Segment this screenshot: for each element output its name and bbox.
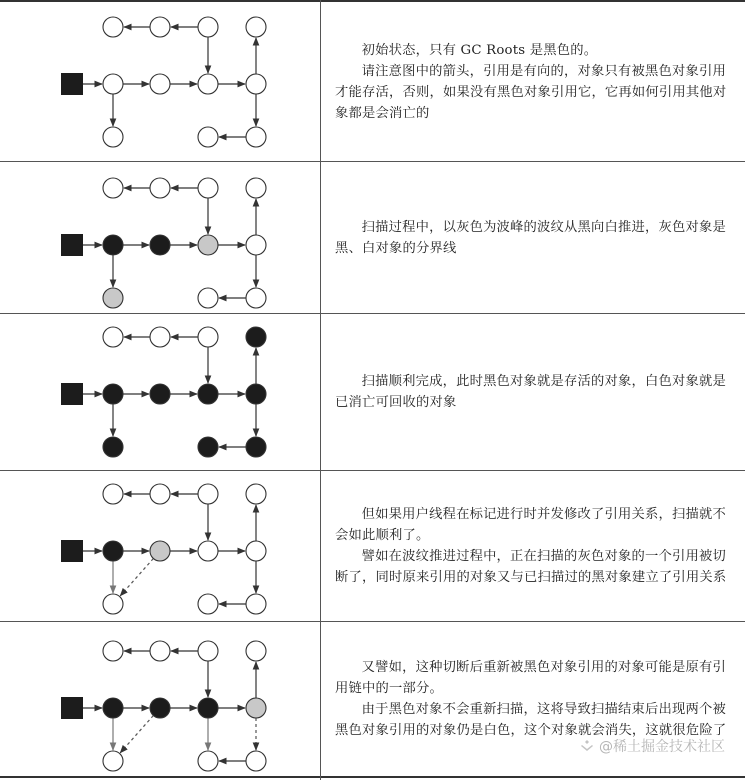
object-node-black [150,698,170,718]
object-node-white [198,484,218,504]
description-cell-4 [321,471,745,621]
object-node-white [103,17,123,37]
object-node-white [150,484,170,504]
object-node-gray [246,698,266,718]
gc-root-node [61,383,83,405]
description-cell-2 [321,162,745,313]
watermark [579,736,725,756]
description-paragraph: 初始状态，只有 GC Roots 是黑色的。 [361,42,598,58]
object-node-black [103,437,123,457]
object-node-white [150,327,170,347]
object-graph-scanning [0,162,320,313]
object-node-white [246,288,266,308]
object-node-white [198,74,218,94]
description-paragraph: 扫描过程中，以灰色为波峰的波纹从黑向白推进，灰色对象是黑、白对象的分界线 [335,219,727,256]
diagram-cell-3 [0,314,320,470]
description-paragraph: 请注意图中的箭头，引用是有向的，对象只有被黑色对象引用才能存活，否则，如果没有黑色对象引用它，它再如何引用其他对象都是会消亡的 [335,63,727,121]
object-node-white [198,127,218,147]
object-node-black [246,384,266,404]
object-node-white [198,178,218,198]
object-node-white [198,594,218,614]
object-node-black [246,327,266,347]
object-node-black [103,235,123,255]
object-node-white [246,127,266,147]
object-node-white [198,541,218,561]
object-node-black [150,384,170,404]
watermark-text: @稀土掘金技术社区 [599,739,725,755]
object-node-gray [150,541,170,561]
object-node-white [150,641,170,661]
object-node-black [103,541,123,561]
object-node-white [246,235,266,255]
description-paragraph: 扫描顺利完成，此时黑色对象就是存活的对象，白色对象就是已消亡可回收的对象 [335,374,727,410]
object-node-white [198,751,218,771]
object-node-white [198,327,218,347]
object-graph-initial [0,2,320,161]
object-node-white [103,594,123,614]
cut-reference-arrow [120,715,153,752]
cut-reference-arrow [120,558,153,595]
description-paragraph: 但如果用户线程在标记进行时并发修改了引用关系，扫描就不会如此顺利了。 [335,507,727,543]
object-node-black [198,384,218,404]
object-graph-complete [0,314,320,470]
object-node-white [103,484,123,504]
diagram-cell-2 [0,162,320,313]
description-paragraph: 又譬如，这种切断后重新被黑色对象引用的对象可能是原有引用链中的一部分。 [335,660,727,696]
object-node-white [246,74,266,94]
object-node-white [103,74,123,94]
object-node-white [246,594,266,614]
object-node-gray [103,288,123,308]
object-node-black [103,384,123,404]
diagram-cell-1 [0,2,320,161]
description-cell-3 [321,314,745,470]
object-node-white [198,17,218,37]
object-node-black [198,698,218,718]
object-node-black [150,235,170,255]
diagram-cell-5 [0,622,320,776]
object-node-white [198,288,218,308]
juejin-logo-icon [579,738,595,754]
object-node-white [150,178,170,198]
gc-root-node [61,234,83,256]
object-node-white [103,178,123,198]
gc-root-node [61,73,83,95]
object-node-white [246,751,266,771]
diagram-cell-4 [0,471,320,621]
object-node-white [103,751,123,771]
gc-root-node [61,697,83,719]
object-graph-ref-cut [0,471,320,621]
object-node-white [103,641,123,661]
object-node-white [246,484,266,504]
description-paragraph: 譬如在波纹推进过程中，正在扫描的灰色对象的一个引用被切断了，同时原来引用的对象又与已扫描过的黑对象建立了引用关系 [335,549,727,585]
object-node-white [103,127,123,147]
gc-root-node [61,540,83,562]
object-node-white [246,17,266,37]
object-node-black [198,437,218,457]
object-node-white [246,541,266,561]
object-node-gray [198,235,218,255]
description-paragraph: 由于黑色对象不会重新扫描，这将导致扫描结束后出现两个被黑色对象引用的对象仍是白色，这个对象就会消失，这就很危险了 [335,702,727,738]
object-node-white [150,17,170,37]
object-node-black [246,437,266,457]
object-node-black [103,698,123,718]
description-cell-1 [321,2,745,161]
object-node-white [246,641,266,661]
object-node-white [198,641,218,661]
table-bottom-border [0,776,745,778]
object-node-white [103,327,123,347]
object-node-white [150,74,170,94]
object-node-white [246,178,266,198]
object-graph-object-lost [0,622,320,776]
